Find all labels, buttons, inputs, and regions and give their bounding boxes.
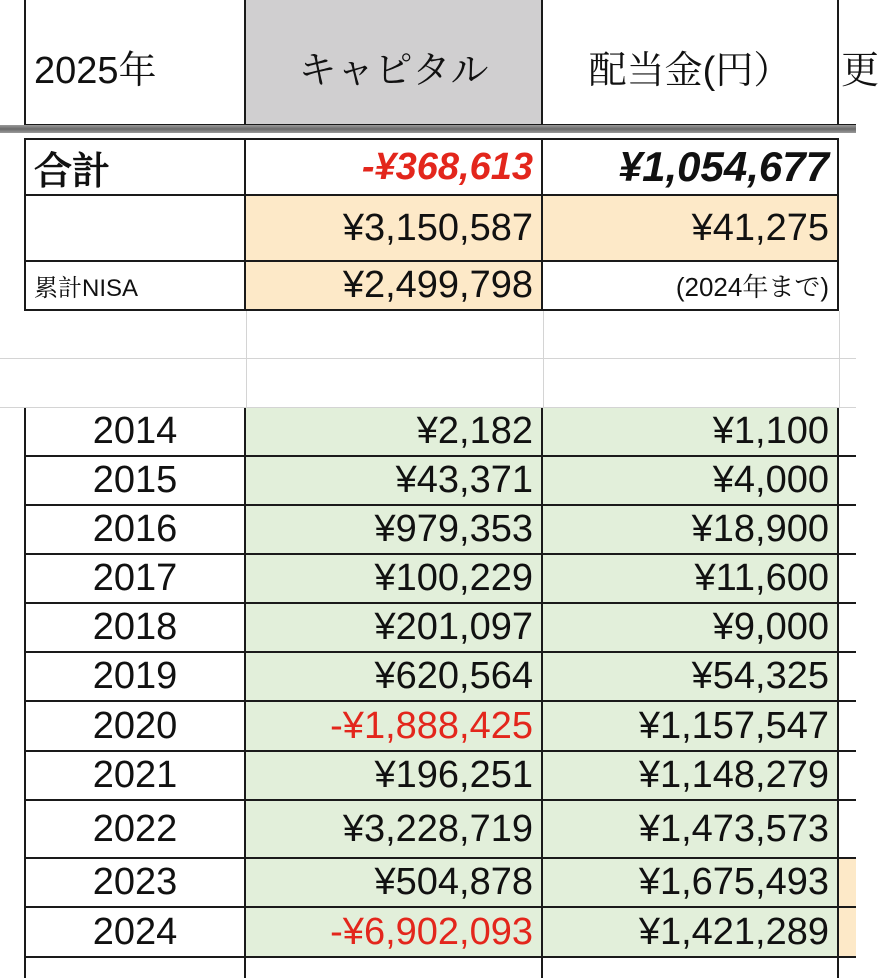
dividend-cell[interactable]: ¥4,000 <box>543 457 839 506</box>
dividend-cell[interactable]: ¥1,675,493 <box>543 859 839 908</box>
dividend-cell[interactable]: ¥1,421,289 <box>543 908 839 958</box>
partial-column-cell[interactable] <box>839 653 856 702</box>
dividend-cell[interactable]: ¥11,600 <box>543 555 839 604</box>
summary-capital-value[interactable]: ¥3,150,587 <box>246 196 543 262</box>
next-row-cell[interactable] <box>246 958 543 978</box>
year-cell[interactable]: 2021 <box>24 752 246 801</box>
partial-column-cell[interactable] <box>839 801 856 859</box>
year-cell[interactable]: 2014 <box>24 408 246 457</box>
empty-row[interactable] <box>0 311 856 359</box>
summary-blank-cell[interactable] <box>24 196 246 262</box>
year-cell[interactable]: 2015 <box>24 457 246 506</box>
partial-column-cell[interactable] <box>839 506 856 555</box>
next-row-cell[interactable] <box>543 958 839 978</box>
year-cell[interactable]: 2018 <box>24 604 246 653</box>
dividend-cell[interactable]: ¥1,100 <box>543 408 839 457</box>
partial-column-cell[interactable] <box>839 604 856 653</box>
year-cell[interactable]: 2020 <box>24 702 246 752</box>
dividend-cell[interactable]: ¥9,000 <box>543 604 839 653</box>
frozen-pane-divider[interactable] <box>0 125 856 133</box>
year-cell[interactable]: 2016 <box>24 506 246 555</box>
total-capital[interactable]: -¥368,613 <box>246 138 543 196</box>
capital-cell[interactable]: ¥504,878 <box>246 859 543 908</box>
capital-cell[interactable]: ¥100,229 <box>246 555 543 604</box>
capital-cell[interactable]: ¥2,182 <box>246 408 543 457</box>
total-dividend[interactable]: ¥1,054,677 <box>543 138 839 196</box>
partial-column-cell[interactable] <box>839 555 856 604</box>
capital-cell[interactable]: ¥620,564 <box>246 653 543 702</box>
capital-cell[interactable]: ¥201,097 <box>246 604 543 653</box>
header-partial[interactable]: 更 <box>839 0 856 126</box>
empty-row[interactable] <box>0 359 856 408</box>
dividend-cell[interactable]: ¥54,325 <box>543 653 839 702</box>
header-dividend[interactable]: 配当金(円） <box>543 0 839 126</box>
capital-cell[interactable]: -¥1,888,425 <box>246 702 543 752</box>
dividend-cell[interactable]: ¥1,148,279 <box>543 752 839 801</box>
header-capital[interactable]: キャピタル <box>246 0 543 126</box>
grid-cell[interactable] <box>0 0 24 126</box>
capital-cell[interactable]: ¥43,371 <box>246 457 543 506</box>
year-cell[interactable]: 2022 <box>24 801 246 859</box>
nisa-capital[interactable]: ¥2,499,798 <box>246 262 543 311</box>
dividend-cell[interactable]: ¥1,157,547 <box>543 702 839 752</box>
partial-column-cell[interactable] <box>839 752 856 801</box>
partial-column-cell[interactable] <box>839 408 856 457</box>
nisa-label[interactable]: 累計NISA <box>24 262 246 311</box>
year-cell[interactable]: 2019 <box>24 653 246 702</box>
partial-column-cell[interactable] <box>839 702 856 752</box>
partial-column-cell[interactable] <box>839 457 856 506</box>
next-row-cell[interactable] <box>24 958 246 978</box>
dividend-cell[interactable]: ¥1,473,573 <box>543 801 839 859</box>
capital-cell[interactable]: -¥6,902,093 <box>246 908 543 958</box>
total-label[interactable]: 合計 <box>24 138 246 196</box>
partial-column-cell[interactable] <box>839 908 856 958</box>
year-cell[interactable]: 2024 <box>24 908 246 958</box>
capital-cell[interactable]: ¥196,251 <box>246 752 543 801</box>
header-year[interactable]: 2025年 <box>24 0 246 126</box>
capital-cell[interactable]: ¥3,228,719 <box>246 801 543 859</box>
capital-cell[interactable]: ¥979,353 <box>246 506 543 555</box>
dividend-cell[interactable]: ¥18,900 <box>543 506 839 555</box>
year-cell[interactable]: 2023 <box>24 859 246 908</box>
summary-dividend-value[interactable]: ¥41,275 <box>543 196 839 262</box>
partial-column-cell[interactable] <box>839 859 856 908</box>
year-cell[interactable]: 2017 <box>24 555 246 604</box>
nisa-note[interactable]: (2024年まで) <box>543 262 839 311</box>
